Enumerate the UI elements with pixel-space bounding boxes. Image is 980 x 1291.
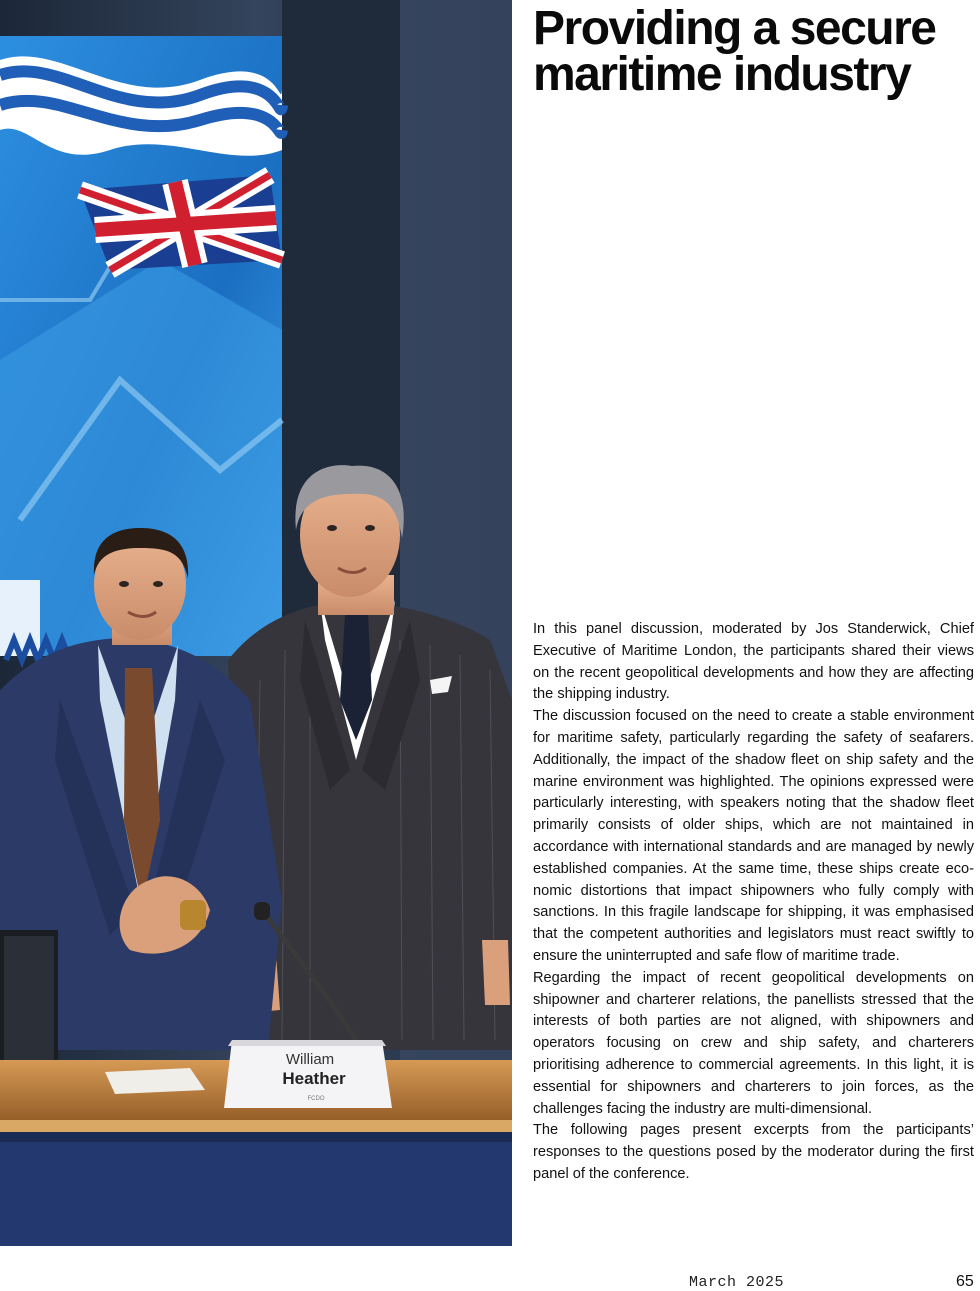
article-title [533,2,973,101]
footer-date: March 2025 [689,1274,785,1291]
paragraph-discussion: The discussion focused on the need to create a stable environment for maritime safety, particularly regarding the safety of seafarers. Additionally, the impact of the shadow fleet on ship safety and the marine environment was highlighted. The opinions expressed were particularly interesting, with speakers noting that the shadow fleet primarily consists of older ships, which are not maintained in accordance with international standards and are managed by newly established companies. At the same time, these ships create economic distortions that impact shipowners who fully comply with sanctions. In this fragile landscape for shipping, it was emphasised that the competent authorities and legislators must react swiftly to ensure the uninterrupted and safe flow of maritime trade. [533,708,974,964]
page-number: 65 [956,1273,974,1290]
article-body [533,619,974,1186]
title-line-1: Providing a secure [533,2,936,55]
nameplate [224,1040,392,1108]
paragraph-following: The following pages present excerpts from the participants’ responses to the questions posed by the moderator during the first panel of the conference. [533,1122,974,1182]
title-line-2: maritime industry [533,48,911,101]
paragraph-relations: Regarding the impact of recent geopolitical developments on shipowner and charterer relations, the panellists stressed that the interests of both parties are not aligned, with shipowners and operators focusing on crew and ship safety, and charterers prioritising adherence to commercial agreements. In this light, it is essential for shipowners and charterers to join forces, as the challenges facing the industry are multi-dimensional. [533,969,974,1117]
paragraph-intro: In this panel discussion, moderated by Jos Standerwick, Chief Executive of Maritime London, the participants shared their views on the recent geopolitical developments and how they are affecting the shipping industry. [533,621,974,703]
nameplate-org: FCDO [307,1096,325,1102]
union-jack-flag [80,175,282,270]
nameplate-first-name: William [285,1051,335,1068]
nameplate-last-name: Heather [282,1069,346,1088]
